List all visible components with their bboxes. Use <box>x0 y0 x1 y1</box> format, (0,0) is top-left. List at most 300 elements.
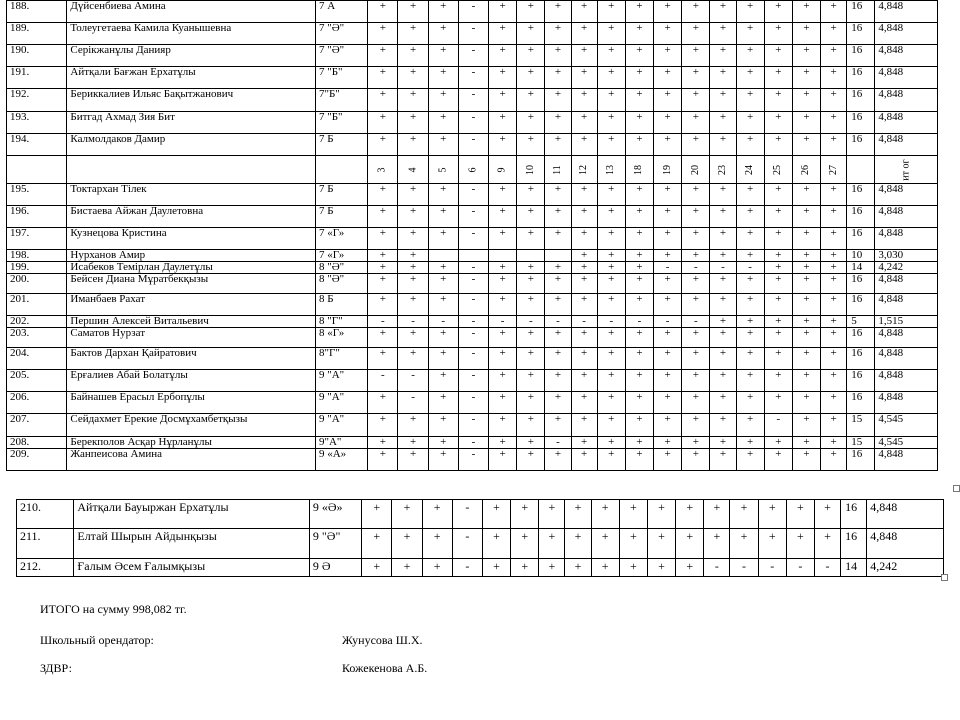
count-cell: 16 <box>847 67 875 89</box>
name-cell: Берекполов Асқар Нұрланұлы <box>67 437 316 449</box>
mark-cell: + <box>398 184 428 206</box>
mark-cell: + <box>368 67 398 89</box>
mark-cell: - <box>458 45 488 67</box>
mark-cell: - <box>730 559 758 577</box>
table-row <box>7 262 938 274</box>
mark-cell: + <box>368 437 398 449</box>
count-cell: 16 <box>847 274 875 294</box>
mark-cell: - <box>654 316 682 328</box>
number-cell: 188. <box>7 1 67 23</box>
class-cell: 9 "А" <box>315 370 367 392</box>
mark-cell: + <box>597 392 625 414</box>
mark-cell: + <box>682 45 710 67</box>
mark-cell: + <box>792 89 820 112</box>
mark-cell: + <box>821 262 847 274</box>
mark-cell: + <box>792 437 820 449</box>
mark-cell: + <box>597 45 625 67</box>
mark-cell: + <box>428 45 458 67</box>
class-cell: 7 "Б" <box>315 67 367 89</box>
score-cell: 4,242 <box>875 262 938 274</box>
mark-cell: + <box>792 274 820 294</box>
mark-cell: + <box>625 370 653 392</box>
mark-cell: + <box>821 294 847 316</box>
mark-cell: - <box>458 370 488 392</box>
mark-cell: - <box>458 228 488 250</box>
score-cell: 4,848 <box>875 370 938 392</box>
mark-cell: + <box>710 316 736 328</box>
mark-cell: - <box>736 262 764 274</box>
date-header-cell <box>792 156 820 184</box>
name-cell: Толеугетаева Камила Куанышевна <box>67 23 316 45</box>
mark-cell: + <box>704 500 730 529</box>
mark-cell: - <box>517 316 545 328</box>
mark-cell: + <box>625 1 653 23</box>
mark-cell: + <box>736 112 764 134</box>
count-cell: 16 <box>847 184 875 206</box>
mark-cell: + <box>489 228 517 250</box>
mark-cell: + <box>597 370 625 392</box>
mark-cell: + <box>597 437 625 449</box>
mark-cell: + <box>571 370 597 392</box>
mark-cell: + <box>710 294 736 316</box>
count-cell: 16 <box>847 328 875 348</box>
mark-cell: + <box>736 414 764 437</box>
mark-cell: + <box>730 529 758 559</box>
mark-cell: + <box>792 112 820 134</box>
mark-cell: + <box>428 23 458 45</box>
mark-cell: - <box>458 262 488 274</box>
mark-cell: + <box>625 392 653 414</box>
date-header-cell <box>736 156 764 184</box>
score-cell: 4,848 <box>875 274 938 294</box>
table-resize-handle[interactable] <box>953 485 960 492</box>
mark-cell: + <box>597 206 625 228</box>
mark-cell: + <box>764 206 792 228</box>
class-cell: 8 Б <box>315 294 367 316</box>
class-cell: 7"Б" <box>315 89 367 112</box>
table-row <box>7 348 938 370</box>
mark-cell: + <box>539 500 565 529</box>
score-cell: 4,848 <box>875 67 938 89</box>
class-cell: 9 "Ә" <box>309 529 361 559</box>
name-cell: Кузнецова Кристина <box>67 228 316 250</box>
number-cell: 196. <box>7 206 67 228</box>
class-cell: 7 «Г» <box>315 228 367 250</box>
mark-cell: + <box>710 392 736 414</box>
count-cell: 16 <box>841 500 867 529</box>
mark-cell: + <box>545 112 571 134</box>
mark-cell: + <box>571 274 597 294</box>
class-cell: 9 «А» <box>315 449 367 471</box>
mark-cell: + <box>482 500 510 529</box>
mark-cell: + <box>539 559 565 577</box>
mark-cell: + <box>362 500 392 529</box>
mark-cell: + <box>571 228 597 250</box>
mark-cell: + <box>821 45 847 67</box>
mark-cell: + <box>571 89 597 112</box>
mark-cell: + <box>625 294 653 316</box>
class-cell: 8"Г" <box>315 348 367 370</box>
score-cell: 4,848 <box>875 392 938 414</box>
mark-cell: + <box>654 274 682 294</box>
mark-cell: + <box>710 206 736 228</box>
mark-cell: - <box>428 316 458 328</box>
mark-cell: + <box>654 67 682 89</box>
mark-cell: + <box>619 559 647 577</box>
mark-cell: + <box>682 206 710 228</box>
mark-cell: - <box>452 559 482 577</box>
mark-cell: + <box>398 45 428 67</box>
mark-cell: + <box>821 274 847 294</box>
mark-cell: + <box>511 500 539 529</box>
mark-cell: + <box>625 23 653 45</box>
mark-cell: + <box>710 45 736 67</box>
name-cell: Елтай Шырын Айдынқызы <box>74 529 310 559</box>
number-cell: 192. <box>7 89 67 112</box>
mark-cell: - <box>571 316 597 328</box>
name-cell: Бактов Дархан Қайратович <box>67 348 316 370</box>
table-row <box>7 112 938 134</box>
footer-role-zdvr: ЗДВР: <box>40 661 72 675</box>
footer-person-tenant: Жунусова Ш.Х. <box>342 633 423 647</box>
mark-cell: + <box>591 559 619 577</box>
mark-cell: + <box>736 134 764 156</box>
number-cell: 189. <box>7 23 67 45</box>
mark-cell: + <box>398 262 428 274</box>
mark-cell: + <box>792 262 820 274</box>
mark-cell: + <box>428 184 458 206</box>
number-cell: 193. <box>7 112 67 134</box>
score-cell: 4,848 <box>875 112 938 134</box>
class-cell: 9 "А" <box>315 414 367 437</box>
mark-cell <box>428 250 458 262</box>
mark-cell: + <box>654 250 682 262</box>
mark-cell: + <box>676 559 704 577</box>
mark-cell: + <box>736 1 764 23</box>
mark-cell: + <box>517 392 545 414</box>
date-header-cell <box>368 156 398 184</box>
mark-cell: + <box>676 529 704 559</box>
number-cell: 201. <box>7 294 67 316</box>
date-header-label: 24 <box>744 165 756 175</box>
mark-cell: + <box>545 89 571 112</box>
name-cell <box>67 156 316 184</box>
mark-cell: + <box>489 23 517 45</box>
mark-cell: + <box>597 134 625 156</box>
mark-cell: + <box>482 529 510 559</box>
class-cell: 8 "Ә" <box>315 262 367 274</box>
table-row <box>17 500 944 529</box>
mark-cell: + <box>821 228 847 250</box>
name-cell: Ерғалиев Абай Болатұлы <box>67 370 316 392</box>
mark-cell: + <box>545 414 571 437</box>
number-cell: 206. <box>7 392 67 414</box>
mark-cell: - <box>814 559 840 577</box>
table-resize-handle-tail[interactable] <box>941 574 948 581</box>
mark-cell: + <box>792 67 820 89</box>
table-row <box>7 437 938 449</box>
number-cell: 210. <box>17 500 74 529</box>
mark-cell: + <box>821 134 847 156</box>
mark-cell: + <box>625 134 653 156</box>
mark-cell: + <box>517 67 545 89</box>
mark-cell: + <box>571 134 597 156</box>
mark-cell: + <box>764 45 792 67</box>
date-header-label: 27 <box>827 165 839 175</box>
mark-cell: + <box>654 228 682 250</box>
mark-cell: + <box>398 250 428 262</box>
mark-cell <box>517 250 545 262</box>
score-cell: 4,848 <box>875 89 938 112</box>
mark-cell: + <box>710 348 736 370</box>
mark-cell: + <box>489 328 517 348</box>
mark-cell: + <box>792 392 820 414</box>
mark-cell: + <box>489 274 517 294</box>
mark-cell: + <box>422 559 452 577</box>
count-cell: 14 <box>847 262 875 274</box>
mark-cell: + <box>597 449 625 471</box>
mark-cell: + <box>368 328 398 348</box>
name-cell: Битгад Ахмад Зия Бит <box>67 112 316 134</box>
score-cell: 4,848 <box>867 529 944 559</box>
mark-cell: + <box>786 529 814 559</box>
mark-cell: + <box>654 45 682 67</box>
class-cell: 8 "Г" <box>315 316 367 328</box>
count-cell: 16 <box>847 294 875 316</box>
mark-cell: + <box>368 228 398 250</box>
mark-cell: + <box>710 250 736 262</box>
mark-cell: + <box>482 559 510 577</box>
mark-cell: + <box>545 449 571 471</box>
mark-cell: + <box>764 250 792 262</box>
mark-cell: - <box>786 559 814 577</box>
mark-cell: + <box>428 348 458 370</box>
class-cell: 7 «Г» <box>315 250 367 262</box>
mark-cell: - <box>545 316 571 328</box>
name-cell: Бейсен Диана Мұратбекқызы <box>67 274 316 294</box>
number-cell: 195. <box>7 184 67 206</box>
mark-cell: + <box>571 250 597 262</box>
table-row <box>7 414 938 437</box>
mark-cell: + <box>704 529 730 559</box>
date-header-label: 11 <box>551 165 563 175</box>
mark-cell: + <box>545 45 571 67</box>
mark-cell: + <box>428 437 458 449</box>
mark-cell: + <box>517 449 545 471</box>
mark-cell: + <box>545 328 571 348</box>
mark-cell: + <box>428 112 458 134</box>
number-cell: 212. <box>17 559 74 577</box>
date-header-cell <box>682 156 710 184</box>
mark-cell: + <box>571 23 597 45</box>
mark-cell: + <box>571 184 597 206</box>
name-cell: Бистаева Айжан Даулетовна <box>67 206 316 228</box>
mark-cell: + <box>821 67 847 89</box>
mark-cell: + <box>511 529 539 559</box>
mark-cell: + <box>591 500 619 529</box>
table-row <box>7 89 938 112</box>
mark-cell: + <box>682 23 710 45</box>
name-cell: Дүйсенбиева Амина <box>67 1 316 23</box>
mark-cell: + <box>489 414 517 437</box>
mark-cell: - <box>458 316 488 328</box>
mark-cell: + <box>710 370 736 392</box>
mark-cell: - <box>458 89 488 112</box>
mark-cell: + <box>517 228 545 250</box>
score-cell: 4,848 <box>875 134 938 156</box>
mark-cell: + <box>489 449 517 471</box>
mark-cell: + <box>625 250 653 262</box>
mark-cell: - <box>458 112 488 134</box>
mark-cell: + <box>625 45 653 67</box>
mark-cell: - <box>597 316 625 328</box>
date-header-cell <box>489 156 517 184</box>
mark-cell: + <box>821 449 847 471</box>
number-cell: 194. <box>7 134 67 156</box>
mark-cell: + <box>489 370 517 392</box>
mark-cell: + <box>545 348 571 370</box>
mark-cell: + <box>710 1 736 23</box>
mark-cell: - <box>458 294 488 316</box>
date-header-cell <box>654 156 682 184</box>
mark-cell: + <box>730 500 758 529</box>
mark-cell: + <box>654 294 682 316</box>
mark-cell: + <box>428 274 458 294</box>
mark-cell: + <box>625 449 653 471</box>
mark-cell: + <box>565 559 591 577</box>
mark-cell: + <box>654 89 682 112</box>
mark-cell: + <box>654 134 682 156</box>
number-cell: 199. <box>7 262 67 274</box>
mark-cell: - <box>458 274 488 294</box>
count-cell: 16 <box>847 1 875 23</box>
count-cell: 16 <box>847 23 875 45</box>
mark-cell: + <box>368 294 398 316</box>
mark-cell: - <box>458 206 488 228</box>
mark-cell: + <box>422 529 452 559</box>
mark-cell: - <box>452 529 482 559</box>
mark-cell: + <box>597 250 625 262</box>
mark-cell: + <box>597 414 625 437</box>
mark-cell: + <box>489 45 517 67</box>
mark-cell: - <box>368 316 398 328</box>
mark-cell: + <box>625 89 653 112</box>
mark-cell: + <box>428 414 458 437</box>
mark-cell: + <box>489 89 517 112</box>
mark-cell: + <box>362 559 392 577</box>
table-row <box>7 228 938 250</box>
count-cell: 16 <box>847 449 875 471</box>
count-cell: 16 <box>847 348 875 370</box>
mark-cell: + <box>517 23 545 45</box>
mark-cell: + <box>428 1 458 23</box>
mark-cell: + <box>792 184 820 206</box>
mark-cell: - <box>625 316 653 328</box>
count-header-cell <box>847 156 875 184</box>
mark-cell: + <box>489 184 517 206</box>
mark-cell: + <box>368 1 398 23</box>
mark-cell: + <box>545 392 571 414</box>
date-header-cell <box>625 156 653 184</box>
mark-cell: + <box>710 328 736 348</box>
mark-cell: + <box>571 414 597 437</box>
mark-cell: + <box>545 274 571 294</box>
mark-cell: + <box>565 500 591 529</box>
mark-cell: + <box>428 449 458 471</box>
mark-cell: + <box>814 500 840 529</box>
mark-cell: + <box>736 370 764 392</box>
mark-cell: + <box>368 392 398 414</box>
mark-cell: + <box>571 1 597 23</box>
name-cell: Бериккалиев Ильяс Бақытжанович <box>67 89 316 112</box>
mark-cell: + <box>814 529 840 559</box>
mark-cell: + <box>368 250 398 262</box>
mark-cell: + <box>710 67 736 89</box>
class-cell: 8 «Г» <box>315 328 367 348</box>
name-cell: Ғалым Әсем Ғалымқызы <box>74 559 310 577</box>
count-cell: 16 <box>847 206 875 228</box>
name-cell: Сейдахмет Ерекие Досмұхамбетқызы <box>67 414 316 437</box>
mark-cell: + <box>764 348 792 370</box>
score-cell: 4,848 <box>875 348 938 370</box>
mark-cell: + <box>647 559 675 577</box>
mark-cell: + <box>654 206 682 228</box>
mark-cell: + <box>597 262 625 274</box>
mark-cell: + <box>682 449 710 471</box>
mark-cell: + <box>625 328 653 348</box>
mark-cell: + <box>821 184 847 206</box>
name-cell: Байнашев Ерасыл Ербопұлы <box>67 392 316 414</box>
mark-cell: + <box>489 348 517 370</box>
count-cell: 16 <box>847 228 875 250</box>
footer-person-zdvr: Кожекенова А.Б. <box>342 661 428 675</box>
count-cell: 16 <box>847 112 875 134</box>
date-header-label: 12 <box>578 165 590 175</box>
mark-cell: - <box>452 500 482 529</box>
date-header-label: 3 <box>376 167 388 173</box>
mark-cell: + <box>821 206 847 228</box>
mark-cell: + <box>398 449 428 471</box>
mark-cell: + <box>489 1 517 23</box>
mark-cell: + <box>764 449 792 471</box>
number-cell: 202. <box>7 316 67 328</box>
mark-cell: + <box>764 328 792 348</box>
mark-cell: + <box>792 449 820 471</box>
mark-cell: + <box>489 112 517 134</box>
table-row <box>7 184 938 206</box>
score-cell: 4,848 <box>875 328 938 348</box>
count-cell: 16 <box>847 392 875 414</box>
mark-cell: + <box>654 392 682 414</box>
date-header-label: 6 <box>467 167 479 173</box>
count-cell: 15 <box>847 414 875 437</box>
count-cell: 16 <box>847 134 875 156</box>
date-header-cell <box>545 156 571 184</box>
mark-cell: + <box>392 500 422 529</box>
mark-cell: + <box>545 1 571 23</box>
mark-cell: + <box>764 392 792 414</box>
table-row <box>7 23 938 45</box>
name-cell: Саматов Нурзат <box>67 328 316 348</box>
table-row <box>7 274 938 294</box>
mark-cell: + <box>619 500 647 529</box>
date-header-cell <box>821 156 847 184</box>
mark-cell: + <box>764 274 792 294</box>
mark-cell: + <box>597 89 625 112</box>
mark-cell: + <box>654 348 682 370</box>
class-cell: 7 Б <box>315 184 367 206</box>
mark-cell: + <box>625 414 653 437</box>
